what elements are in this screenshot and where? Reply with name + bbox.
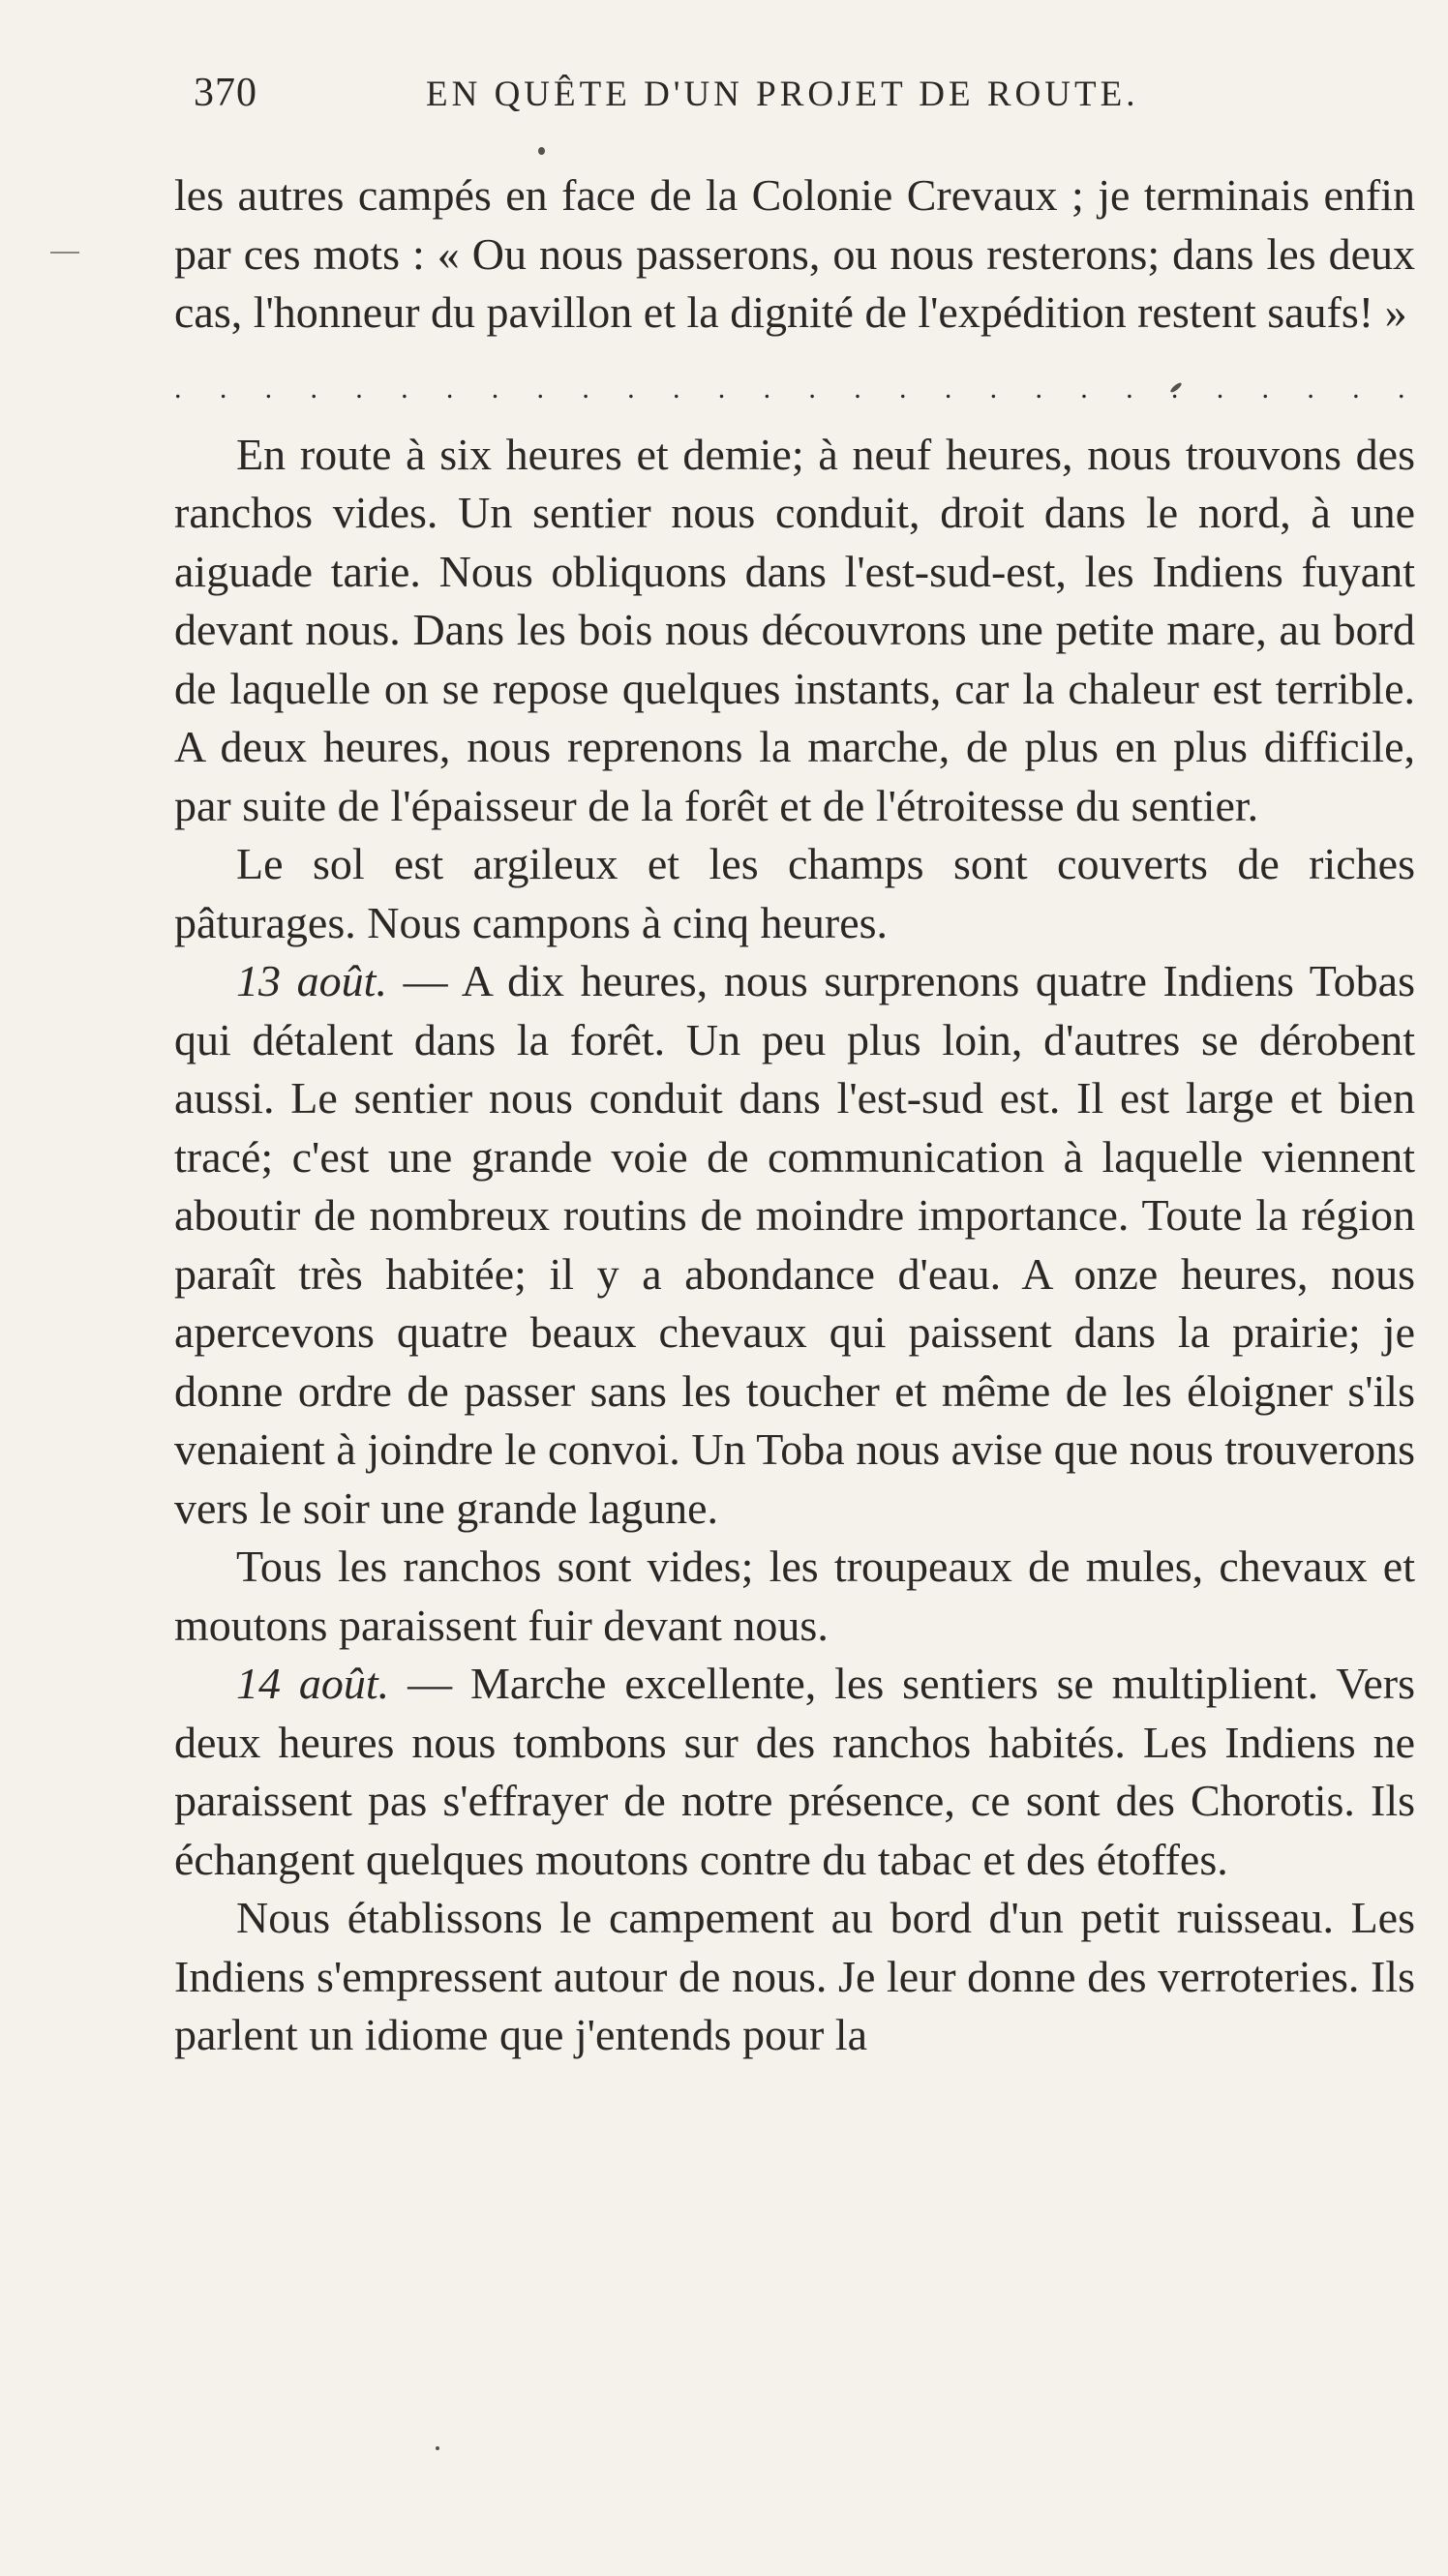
- separator-dot: .: [174, 372, 182, 404]
- separator-dot: .: [1352, 372, 1360, 404]
- separator-dot: .: [264, 372, 273, 404]
- paragraph: Le sol est argileux et les champs sont couverts de riches pâturages. Nous campons à cinq heures.: [174, 839, 1415, 947]
- separator-dot: .: [401, 372, 408, 404]
- separator-dot: .: [1307, 372, 1314, 404]
- separator-dot: .: [944, 372, 952, 404]
- dated-entry: [174, 952, 1415, 1538]
- separator-dot: .: [1080, 372, 1088, 404]
- separator-dot: .: [445, 372, 454, 404]
- margin-mark: [50, 252, 79, 254]
- separator-dot: .: [763, 372, 771, 404]
- separator-dot: .: [355, 372, 363, 404]
- dated-entry: [174, 1655, 1415, 1889]
- separator-dot: .: [1126, 372, 1133, 404]
- separator-dot: .: [808, 372, 816, 404]
- page-number: 370: [194, 71, 257, 115]
- separator-dot: .: [854, 372, 861, 404]
- separator-dot: .: [1216, 372, 1224, 404]
- separator-dot: .: [219, 372, 227, 404]
- separator-dot: .: [672, 372, 680, 404]
- separator-dot: .: [989, 372, 998, 404]
- paragraph: les autres campés en face de la Colonie Crevaux ; je terminais enfin par ces mots : « Ou nous passerons, ou nous resterons; dans les deux cas, l'honneur du pavillon et la dignité de l'expédition restent saufs! »: [174, 170, 1415, 337]
- page-header: [194, 70, 1403, 128]
- separator-dot: .: [582, 372, 589, 404]
- body-text: [174, 166, 1415, 2065]
- running-title: EN QUÊTE D'UN PROJET DE ROUTE.: [426, 75, 1139, 114]
- paragraph: En route à six heures et demie; à neuf heures, nous trouvons des ranchos vides. Un sentier nous conduit, droit dans le nord, à une aiguade tarie. Nous obliquons dans l'est-sud-est, les Indiens fuyant devant nous. Dans les bois nous découvrons une petite mare, au bord de laquelle on se repose quelques instants, car la chaleur est terrible. A deux heures, nous reprenons la marche, de plus en plus difficile, par suite de l'épaisseur de la forêt et de l'étroitesse du sentier.: [174, 429, 1415, 830]
- separator-dot: .: [1397, 372, 1405, 404]
- ink-speck: [436, 2446, 439, 2450]
- separator-dot: .: [717, 372, 726, 404]
- separator-dot: .: [310, 372, 317, 404]
- ink-speck: [538, 147, 545, 155]
- separator-dot: .: [627, 372, 635, 404]
- entry-text: — A dix heures, nous surprenons quatre Indiens Tobas qui détalent dans la forêt. Un peu plus loin, d'autres se dérobent aussi. Le sentier nous conduit dans l'est-sud est. Il est large et bien tracé; c'est une grande voie de communication à laquelle viennent aboutir de nombreux routins de moindre importance. Toute la région paraît très habitée; il y a abondance d'eau. A onze heures, nous apercevons quatre beaux chevaux qui paissent dans la prairie; je donne ordre de passer sans les toucher et même de les éloigner s'ils venaient à joindre le convoi. Un Toba nous avise que nous trouverons vers le soir une grande lagune.: [174, 956, 1416, 1533]
- entry-date: 13 août.: [236, 956, 387, 1005]
- separator-dot: .: [1170, 372, 1179, 404]
- separator-dot: .: [1261, 372, 1269, 404]
- separator-dot: .: [899, 372, 907, 404]
- separator-dot: .: [491, 372, 499, 404]
- ellipsis-separator: [174, 360, 1415, 418]
- paragraph: Tous les ranchos sont vides; les troupeaux de mules, chevaux et moutons paraissent fuir devant nous.: [174, 1542, 1415, 1650]
- separator-dot: .: [536, 372, 544, 404]
- paragraph: Nous établissons le campement au bord d'un petit ruisseau. Les Indiens s'empressent autour de nous. Je leur donne des verroteries. Ils parlent un idiome que j'entends pour la: [174, 1893, 1415, 2059]
- entry-date: 14 août.: [236, 1659, 390, 1708]
- entry-text: — Marche excellente, les sentiers se multiplient. Vers deux heures nous tombons sur des ranchos habités. Les Indiens ne paraissent pas s'effrayer de notre présence, ce sont des Chorotis. Ils échangent quelques moutons contre du tabac et des étoffes.: [174, 1659, 1416, 1884]
- separator-dot: .: [1035, 372, 1042, 404]
